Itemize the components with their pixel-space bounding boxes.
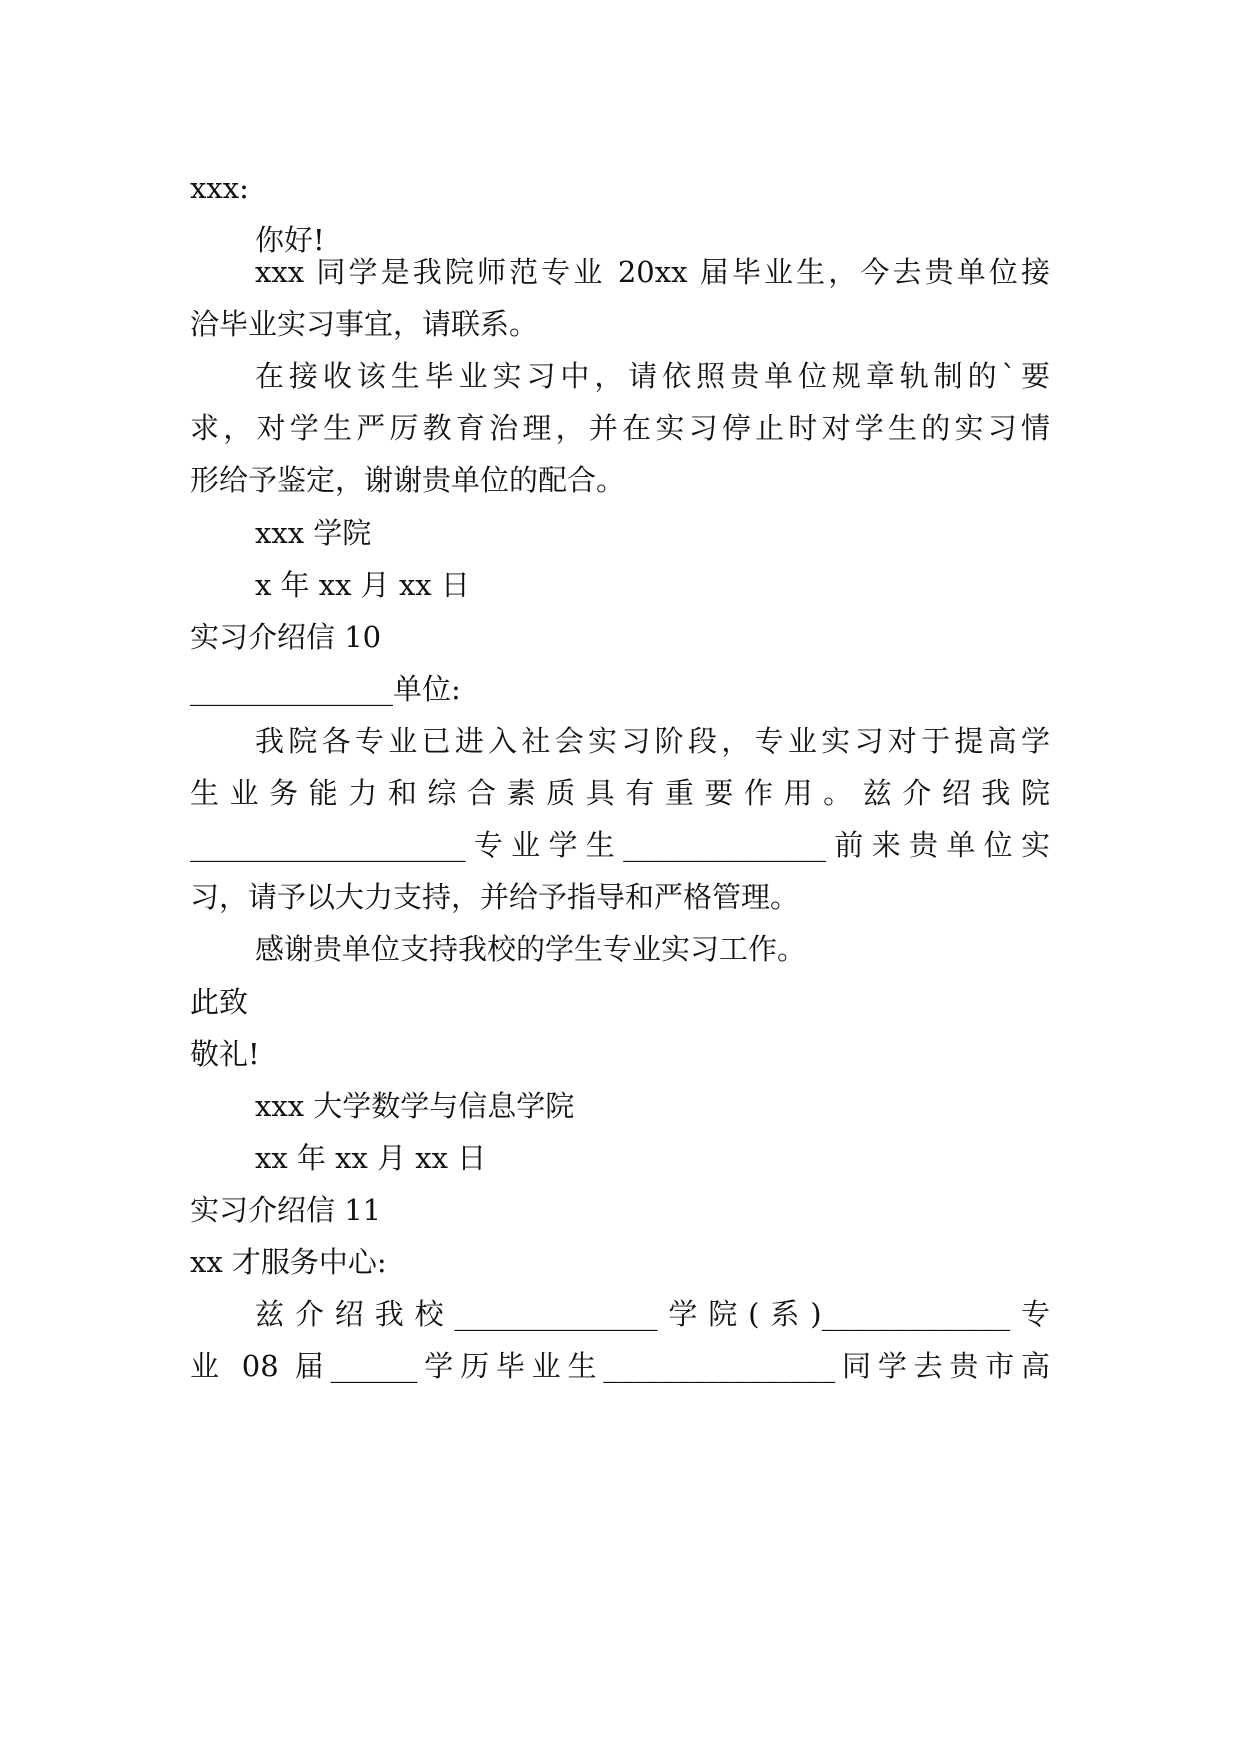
body-line: 在接收该生毕业实习中，请依照贵单位规章轨制的`要 bbox=[255, 359, 1050, 393]
signature-line: xxx 学院 bbox=[255, 516, 372, 550]
body-line: 业 08 届______学历毕业生________________同学去贵市高 bbox=[190, 1349, 1050, 1383]
date-line: x 年 xx 月 xx 日 bbox=[255, 568, 470, 602]
body-line: 习，请予以大力支持，并给予指导和严格管理。 bbox=[190, 880, 800, 914]
body-line: xxx 同学是我院师范专业 20xx 届毕业生，今去贵单位接 bbox=[255, 255, 1050, 289]
closing-line: 此致 bbox=[190, 985, 249, 1019]
signature-line: xxx 大学数学与信息学院 bbox=[255, 1089, 575, 1123]
body-line: 形给予鉴定，谢谢贵单位的配合。 bbox=[190, 463, 626, 497]
body-line: ___________________专业学生______________前来贵单位实 bbox=[190, 828, 1050, 862]
body-line: 我院各专业已进入社会实习阶段，专业实习对于提高学 bbox=[255, 724, 1050, 758]
section-heading: 实习介绍信 11 bbox=[190, 1193, 382, 1227]
date-line: xx 年 xx 月 xx 日 bbox=[255, 1141, 487, 1175]
body-line: 洽毕业实习事宜，请联系。 bbox=[190, 307, 539, 341]
body-line: 生业务能力和综合素质具有重要作用。兹介绍我院 bbox=[190, 776, 1050, 810]
greeting-line: 你好! bbox=[255, 223, 325, 257]
body-line: 兹介绍我校______________学院(系)_____________专 bbox=[255, 1297, 1050, 1331]
body-line: 求，对学生严厉教育治理，并在实习停止时对学生的实习情 bbox=[190, 411, 1050, 445]
salutation-line: xxx: bbox=[190, 171, 249, 205]
recipient-line: ______________单位: bbox=[190, 672, 461, 706]
recipient-line: xx 才服务中心: bbox=[190, 1245, 387, 1279]
section-heading: 实习介绍信 10 bbox=[190, 620, 382, 654]
body-line: 感谢贵单位支持我校的学生专业实习工作。 bbox=[255, 932, 807, 966]
closing-line: 敬礼! bbox=[190, 1037, 260, 1071]
